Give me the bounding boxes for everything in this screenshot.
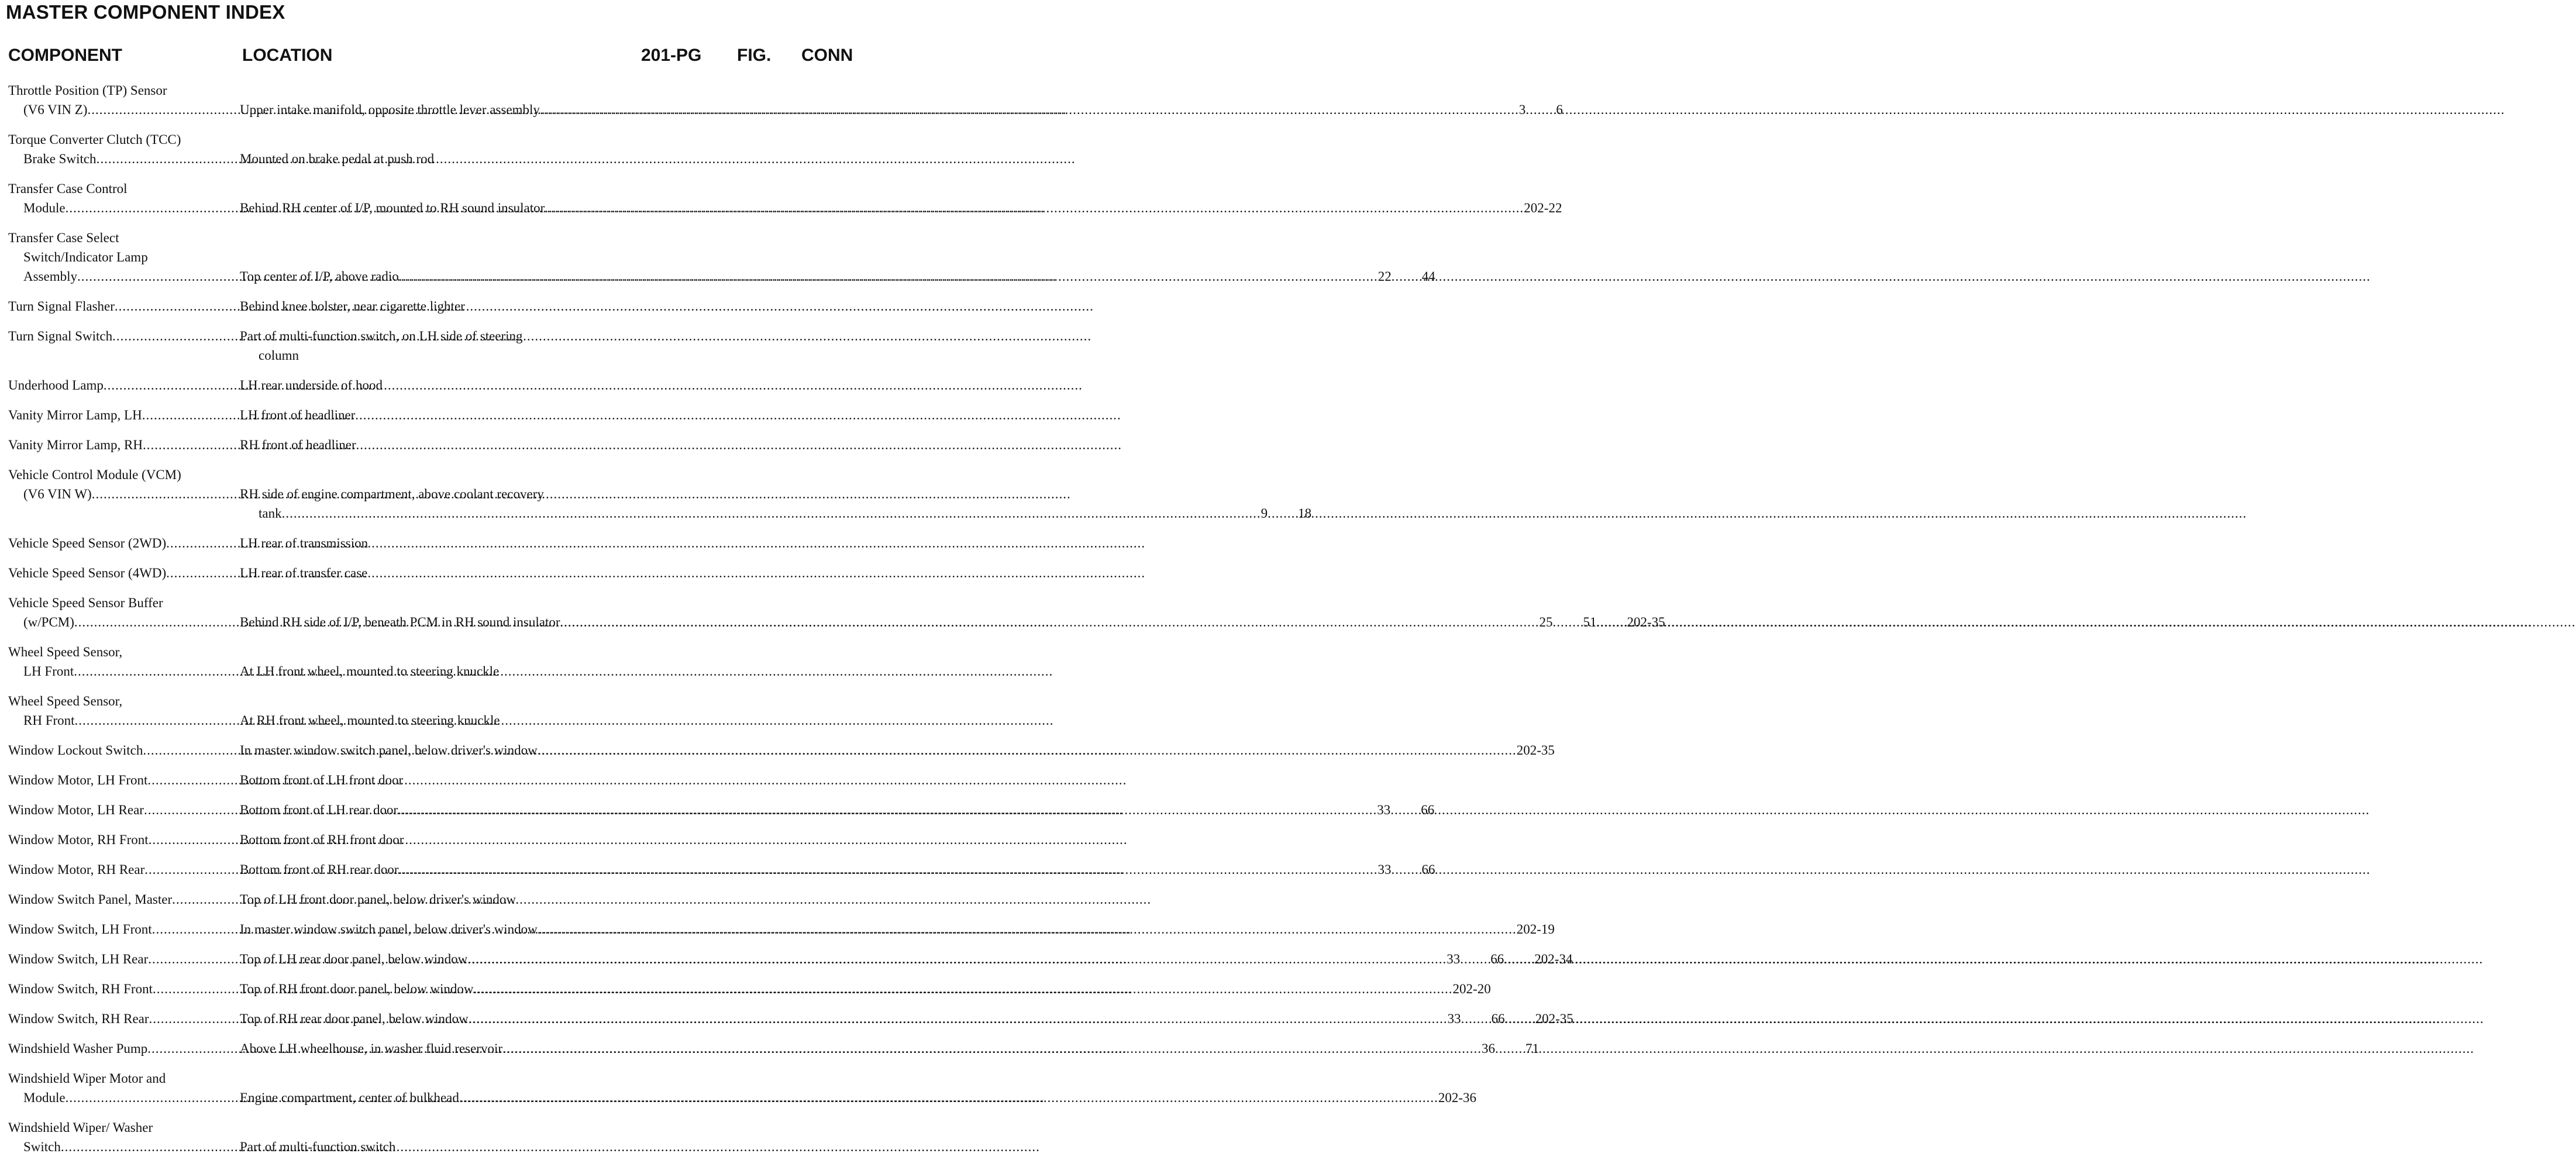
component-name-line: Vehicle Speed Sensor Buffer: [8, 595, 163, 610]
connector-number: 202-22: [1524, 201, 1562, 215]
connector-number: 202-35: [1535, 1011, 1573, 1026]
location-text: Upper intake manifold, opposite throttle lever assembly: [240, 102, 540, 117]
entry-line: [0, 741, 1555, 760]
index-entry: [0, 830, 861, 849]
component-name: [0, 435, 228, 455]
header-conn: CONN: [801, 46, 853, 65]
entry-line: [0, 376, 861, 395]
figure-number: 66: [1490, 952, 1504, 966]
dot-leader: [399, 267, 1378, 286]
location: [240, 198, 1562, 218]
location-text: Above LH wheelhouse, in washer fluid reservoir: [240, 1041, 503, 1056]
location: [240, 662, 910, 681]
dot-leader: [1495, 1039, 1525, 1058]
component-name: [0, 198, 228, 218]
component-name: [0, 563, 228, 583]
location: [240, 405, 910, 425]
component-name-line: Vehicle Control Module (VCM): [8, 467, 181, 482]
entry-line: [0, 662, 861, 681]
index-entry: [0, 1039, 1540, 1058]
location: [240, 1039, 1540, 1058]
index-entry: [0, 563, 861, 583]
dot-leader: [540, 100, 1519, 119]
location: [240, 770, 910, 790]
location-text: LH front of headliner: [240, 408, 356, 422]
entry-line: [0, 711, 861, 730]
component-name: [0, 267, 228, 286]
component-name-text: Module: [23, 1090, 66, 1105]
location-text: Engine compartment, center of bulkhead: [240, 1090, 459, 1105]
dot-leader: [398, 860, 1377, 879]
component-name: [0, 149, 228, 168]
dot-leader: [1505, 1009, 1535, 1028]
component-name: [0, 860, 228, 879]
component-name-line: Throttle Position (TP) Sensor: [8, 83, 167, 98]
entry-line: [0, 484, 861, 504]
dot-leader: [467, 949, 1447, 969]
location-text: RH front of headliner: [240, 438, 356, 452]
reference-fill: [540, 100, 1563, 119]
location-text: Bottom front of RH front door: [240, 832, 404, 847]
index-entry: [0, 860, 1435, 879]
component-name-text: Window Motor, RH Front: [8, 832, 149, 847]
index-entry: [0, 920, 1555, 939]
location-text: Top of LH rear door panel, below window: [240, 952, 468, 966]
location-text: Part of multi-function switch: [240, 1140, 396, 1154]
component-name-text: Assembly: [23, 269, 77, 284]
page-number: 3: [1518, 102, 1526, 117]
component-name-text: Window Motor, RH Rear: [8, 862, 145, 877]
index-entry: [0, 642, 861, 681]
page-number: 33: [1377, 803, 1391, 817]
dot-leader: [1390, 800, 1421, 820]
location: [240, 949, 1573, 969]
page-number: 33: [1447, 1011, 1461, 1026]
entry-line: [0, 860, 1435, 879]
dot-leader: [398, 800, 1377, 820]
index-entry: [0, 949, 1573, 969]
component-name: [0, 979, 228, 999]
entry-line: [0, 612, 1665, 632]
dot-leader: [538, 920, 1517, 939]
entry-line: [0, 979, 1491, 999]
component-name: [0, 800, 228, 820]
dot-leader: [282, 504, 1261, 523]
component-name-text: Turn Signal Flasher: [8, 299, 115, 314]
component-name-text: Window Switch, LH Rear: [8, 952, 149, 966]
entry-line: [0, 267, 1435, 286]
index-entry: [0, 405, 861, 425]
entry-line: [0, 198, 1562, 218]
entry-line: [0, 297, 861, 316]
connector-number: 202-35: [1516, 743, 1555, 758]
component-name-text: Window Switch, LH Front: [8, 922, 152, 937]
reference-fill: [538, 920, 1555, 939]
component-name-text: Windshield Washer Pump: [8, 1041, 148, 1056]
location-text: Behind RH center of I/P, mounted to RH sound insulator: [240, 201, 545, 215]
entry-line: [0, 326, 861, 346]
connector-number: 202-20: [1452, 982, 1491, 996]
entry-line: [0, 533, 861, 553]
component-name-text: (w/PCM): [23, 615, 74, 629]
figure-number: 66: [1491, 1011, 1505, 1026]
figure-number: 44: [1421, 269, 1435, 284]
page-number: 33: [1377, 862, 1392, 877]
component-name-text: Vanity Mirror Lamp, RH: [8, 438, 143, 452]
component-name-text: Underhood Lamp: [8, 378, 104, 393]
component-name-text: Switch: [23, 1140, 61, 1154]
location: [240, 979, 1491, 999]
index-entry: [0, 228, 1435, 286]
location-text: Mounted on brake pedal at push rod: [240, 152, 435, 166]
page-number: 9: [1261, 506, 1268, 521]
entry-line: [0, 149, 861, 168]
location: [240, 326, 910, 346]
figure-number: 66: [1421, 862, 1435, 877]
dot-leader: [502, 1039, 1482, 1058]
page-number: 22: [1377, 269, 1392, 284]
component-name-line: Wheel Speed Sensor,: [8, 645, 123, 659]
dot-leader: [1461, 1009, 1492, 1028]
reference-fill: [398, 860, 1435, 879]
component-name-text: Module: [23, 201, 66, 215]
component-name-line: Switch/Indicator Lamp: [23, 250, 148, 264]
index-entry: [0, 1069, 1477, 1107]
location-text: Behind RH side of I/P, beneath PCM in RH sound insulator: [240, 615, 560, 629]
location: [240, 890, 910, 909]
component-name-text: Window Switch, RH Front: [8, 982, 153, 996]
figure-number: 6: [1556, 102, 1563, 117]
index-entry: [0, 800, 1435, 820]
figure-number: 66: [1421, 803, 1435, 817]
component-name-text: Vehicle Speed Sensor (4WD): [8, 566, 167, 580]
reference-fill: [467, 949, 1572, 969]
component-index-list: [0, 81, 1665, 1167]
location-text: Top center of I/P, above radio: [240, 269, 399, 284]
page-title: MASTER COMPONENT INDEX: [6, 1, 285, 23]
location-text: Top of RH front door panel, below window: [240, 982, 474, 996]
location-text: At LH front wheel, mounted to steering knuckle: [240, 664, 500, 679]
component-name: [0, 297, 228, 316]
entry-line: [0, 949, 1573, 969]
dot-leader: [560, 612, 1540, 632]
reference-fill: [474, 979, 1491, 999]
page-number: 33: [1447, 952, 1461, 966]
location: [240, 149, 910, 168]
component-name: [0, 711, 228, 730]
location-text: Part of multi-function switch, on LH side of steering: [240, 329, 523, 343]
location: [240, 711, 910, 730]
component-name-text: Window Motor, LH Front: [8, 773, 148, 787]
index-entry: [0, 741, 1555, 760]
dot-leader: [1460, 949, 1490, 969]
entry-line: [0, 100, 1563, 119]
location: [240, 1088, 1477, 1107]
component-name-line: Torque Converter Clutch (TCC): [8, 132, 181, 147]
header-fig: FIG.: [737, 46, 772, 65]
index-entry: [0, 376, 861, 395]
location-text: Behind knee bolster, near cigarette lighter: [240, 299, 465, 314]
entry-line: [0, 1137, 861, 1156]
location: [240, 100, 1563, 119]
location-text: Bottom front of RH rear door: [240, 862, 399, 877]
location: [240, 504, 1312, 523]
reference-fill: [538, 741, 1555, 760]
component-name-text: Window Lockout Switch: [8, 743, 143, 758]
location: [240, 346, 910, 365]
dot-leader: [469, 1009, 1448, 1028]
reference-fill: [399, 267, 1435, 286]
location: [240, 297, 910, 316]
component-name: [0, 662, 228, 681]
location: [240, 376, 910, 395]
location-text: column: [259, 348, 299, 363]
location-text: In master window switch panel, below driver's window: [240, 743, 538, 758]
location-text: tank: [259, 506, 282, 521]
location: [240, 484, 910, 504]
connector-number: 202-19: [1516, 922, 1555, 937]
connector-number: 202-36: [1438, 1090, 1477, 1105]
reference-fill: [469, 1009, 1573, 1028]
index-entry: [0, 979, 1491, 999]
location: [240, 1137, 910, 1156]
component-name-line: Transfer Case Control: [8, 181, 128, 196]
dot-leader: [1392, 267, 1422, 286]
location-text: Top of RH rear door panel, below window: [240, 1011, 469, 1026]
component-name-text: (V6 VIN Z): [23, 102, 88, 117]
component-name: [0, 376, 228, 395]
index-entry: [0, 130, 861, 168]
location: [240, 533, 910, 553]
page-number: 25: [1539, 615, 1553, 629]
component-name: [0, 741, 228, 760]
location: [240, 920, 1555, 939]
reference-fill: [459, 1088, 1476, 1107]
dot-leader: [1553, 612, 1583, 632]
entry-line: [0, 920, 1555, 939]
location: [240, 435, 910, 455]
component-name-line: Windshield Wiper Motor and: [8, 1071, 166, 1086]
entry-line: [0, 563, 861, 583]
location-text: At RH front wheel, mounted to steering knuckle: [240, 713, 500, 728]
component-name: [0, 920, 228, 939]
reference-fill: [545, 198, 1562, 218]
component-name-text: Window Switch, RH Rear: [8, 1011, 149, 1026]
dot-leader: [1391, 860, 1421, 879]
location: [240, 741, 1555, 760]
component-name: [0, 830, 228, 849]
entry-line: [0, 435, 861, 455]
dot-leader: [1504, 949, 1534, 969]
entry-line: [0, 1039, 1540, 1058]
location: [240, 860, 1435, 879]
index-entry: [0, 326, 861, 365]
location-text: Top of LH front door panel, below driver's window: [240, 892, 516, 907]
index-entry: [0, 179, 1562, 218]
reference-fill: [398, 800, 1434, 820]
location: [240, 267, 1435, 286]
component-name-text: RH Front: [23, 713, 75, 728]
component-name: [0, 1009, 228, 1028]
index-entry: [0, 297, 861, 316]
location: [240, 1009, 1573, 1028]
location-text: Bottom front of LH front door: [240, 773, 404, 787]
component-name: [0, 1039, 228, 1058]
component-name-line: Transfer Case Select: [8, 230, 119, 245]
page-number: 36: [1482, 1041, 1496, 1056]
index-entry: [0, 691, 861, 730]
component-name: [0, 533, 228, 553]
component-name: [0, 1088, 228, 1107]
component-name: [0, 100, 228, 119]
dot-leader: [1597, 612, 1627, 632]
entry-line: [0, 346, 861, 365]
component-name-text: Vehicle Speed Sensor (2WD): [8, 536, 167, 550]
component-name-line: Wheel Speed Sensor,: [8, 694, 123, 708]
component-name: [0, 1137, 228, 1156]
component-name-text: Turn Signal Switch: [8, 329, 113, 343]
component-name: [0, 612, 228, 632]
entry-line: [0, 770, 861, 790]
component-name-text: Window Switch Panel, Master: [8, 892, 173, 907]
component-name: [0, 484, 228, 504]
connector-number: 202-34: [1534, 952, 1573, 966]
entry-line: [0, 1009, 1573, 1028]
entry-line: [0, 890, 861, 909]
dot-leader: [459, 1088, 1438, 1107]
location-text: LH rear underside of hood: [240, 378, 383, 393]
figure-number: 18: [1298, 506, 1312, 521]
entry-line: [0, 800, 1435, 820]
index-entry: [0, 890, 861, 909]
reference-fill: [282, 504, 1312, 523]
index-entry: [0, 770, 861, 790]
entry-line: [0, 405, 861, 425]
location-text: LH rear of transmission: [240, 536, 369, 550]
entry-line: [0, 1088, 1477, 1107]
component-name-line: Windshield Wiper/ Washer: [8, 1120, 153, 1135]
dot-leader: [538, 741, 1517, 760]
connector-number: 202-35: [1627, 615, 1665, 629]
location: [240, 830, 910, 849]
reference-fill: [502, 1039, 1539, 1058]
dot-leader: [545, 198, 1524, 218]
component-name: [0, 326, 228, 346]
location-text: In master window switch panel, below driver's window: [240, 922, 538, 937]
component-name: [0, 890, 228, 909]
reference-fill: [560, 612, 1665, 632]
header-component: COMPONENT: [8, 46, 122, 65]
header-location: LOCATION: [242, 46, 333, 65]
index-entry: [0, 81, 1563, 119]
location: [240, 800, 1435, 820]
component-name: [0, 770, 228, 790]
entry-line: [0, 504, 1312, 523]
index-entry: [0, 435, 861, 455]
component-name-text: (V6 VIN W): [23, 487, 92, 501]
component-name-text: Window Motor, LH Rear: [8, 803, 144, 817]
index-entry: [0, 593, 1665, 632]
figure-number: 51: [1583, 615, 1597, 629]
index-entry: [0, 465, 1312, 523]
dot-leader: [1525, 100, 1556, 119]
header-201-pg: 201-PG: [641, 46, 702, 65]
index-entry: [0, 533, 861, 553]
component-name-text: LH Front: [23, 664, 74, 679]
location-text: RH side of engine compartment, above coolant recovery: [240, 487, 544, 501]
index-entry: [0, 1118, 861, 1156]
index-entry: [0, 1009, 1573, 1028]
component-name: [0, 949, 228, 969]
component-name-text: Vanity Mirror Lamp, LH: [8, 408, 142, 422]
dot-leader: [474, 979, 1453, 999]
location: [240, 612, 1665, 632]
location-text: LH rear of transfer case: [240, 566, 368, 580]
component-name: [0, 405, 228, 425]
location: [240, 563, 910, 583]
location-text: Bottom front of LH rear door: [240, 803, 398, 817]
figure-number: 71: [1525, 1041, 1540, 1056]
dot-leader: [1268, 504, 1298, 523]
component-name-text: Brake Switch: [23, 152, 97, 166]
entry-line: [0, 830, 861, 849]
